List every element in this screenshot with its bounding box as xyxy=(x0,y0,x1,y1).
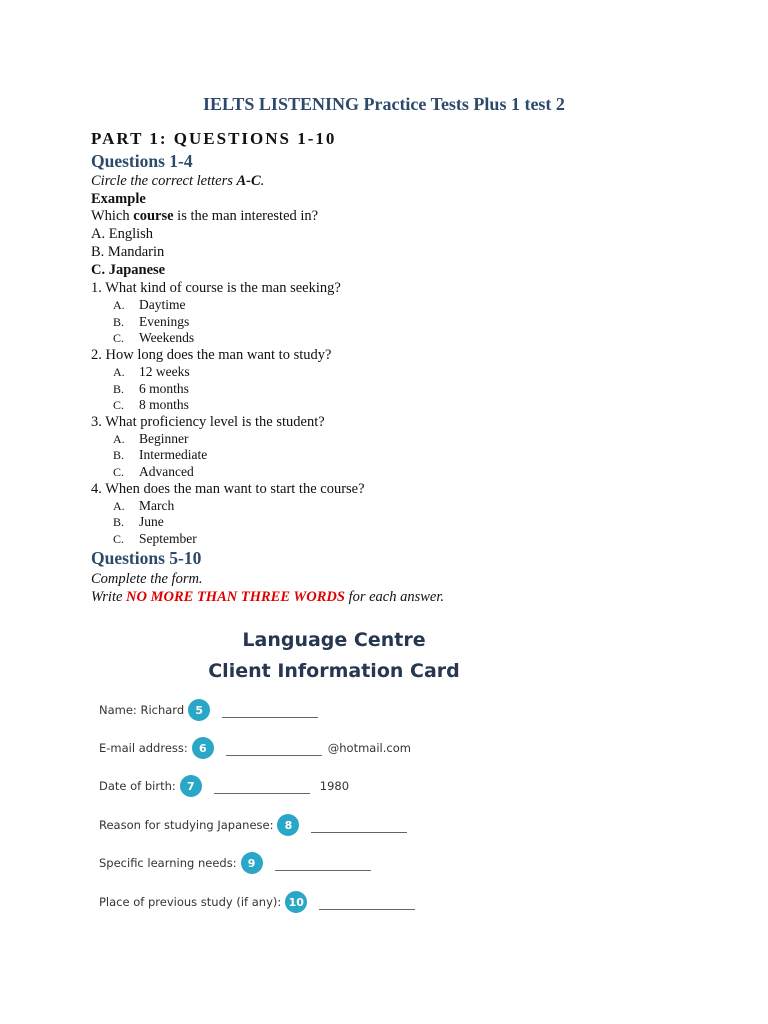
q1-option-b[interactable] xyxy=(113,314,189,330)
option-text: 6 months xyxy=(139,381,189,396)
form-field-previous-study xyxy=(99,890,415,914)
example-option-b: B. Mandarin xyxy=(91,244,165,260)
answer-blank-8[interactable] xyxy=(311,818,407,833)
part-heading: PART 1: QUESTIONS 1-10 xyxy=(91,129,337,148)
instruction-complete-form: Complete the form. xyxy=(91,571,203,587)
q2-option-c[interactable] xyxy=(113,397,189,413)
form-title-client-card: Client Information Card xyxy=(208,660,460,682)
option-text: September xyxy=(139,531,197,546)
answer-blank-9[interactable] xyxy=(275,856,371,871)
question-number-badge: 10 xyxy=(285,891,307,913)
q4-option-a[interactable] xyxy=(113,498,174,514)
answer-blank-6[interactable] xyxy=(226,741,322,756)
word-limit-warning: NO MORE THAN THREE WORDS xyxy=(126,589,345,605)
option-text: 8 months xyxy=(139,397,189,412)
option-letter: B. xyxy=(113,448,125,462)
question-number-badge: 9 xyxy=(241,852,263,874)
option-text: Evenings xyxy=(139,314,190,329)
form-field-dob xyxy=(99,774,349,798)
option-letter: B. xyxy=(113,515,125,529)
option-letter: C. xyxy=(113,398,125,412)
example-option-c: C. Japanese xyxy=(91,262,166,278)
q4-option-b[interactable] xyxy=(113,514,164,530)
question-2: 2. How long does the man want to study? xyxy=(91,347,332,363)
option-letter: A. xyxy=(113,499,125,513)
example-question-pre: Which xyxy=(91,208,134,224)
option-letter: A. xyxy=(113,298,125,312)
document-title: IELTS LISTENING Practice Tests Plus 1 test 2 xyxy=(203,94,565,114)
form-title-language-centre: Language Centre xyxy=(242,629,426,651)
field-label: Name: Richard xyxy=(99,703,185,717)
question-4: 4. When does the man want to start the course? xyxy=(91,481,365,497)
q3-option-a[interactable] xyxy=(113,431,189,447)
option-text: Beginner xyxy=(139,431,189,446)
option-text: Advanced xyxy=(139,464,194,479)
option-text: 12 weeks xyxy=(139,364,190,379)
email-domain: @hotmail.com xyxy=(327,741,411,755)
instruction-circle xyxy=(91,173,264,190)
example-question xyxy=(91,208,318,225)
instruction-each-answer: for each answer. xyxy=(344,589,445,605)
form-field-reason xyxy=(99,813,407,837)
answer-blank-10[interactable] xyxy=(319,895,415,910)
instruction-text: Circle the correct letters xyxy=(91,173,237,189)
option-text: Intermediate xyxy=(139,447,208,462)
option-text: June xyxy=(139,514,164,529)
instruction-period: . xyxy=(260,173,265,189)
form-field-email xyxy=(99,736,411,760)
option-letter: A. xyxy=(113,365,125,379)
field-label: Specific learning needs: xyxy=(99,856,237,870)
q4-option-c[interactable] xyxy=(113,531,197,547)
example-question-bold: course xyxy=(133,208,174,224)
field-label: Reason for studying Japanese: xyxy=(99,818,274,832)
questions-5-10-heading: Questions 5-10 xyxy=(91,548,202,568)
questions-1-4-heading: Questions 1-4 xyxy=(91,151,193,171)
form-field-learning-needs xyxy=(99,851,371,875)
option-text: Daytime xyxy=(139,297,186,312)
field-label: E-mail address: xyxy=(99,741,188,755)
answer-blank-5[interactable] xyxy=(222,703,318,718)
option-letter: B. xyxy=(113,315,125,329)
option-letter: B. xyxy=(113,382,125,396)
question-1: 1. What kind of course is the man seeking? xyxy=(91,280,341,296)
q1-option-a[interactable] xyxy=(113,297,186,313)
question-number-badge: 6 xyxy=(192,737,214,759)
option-text: March xyxy=(139,498,175,513)
birth-year: 1980 xyxy=(319,779,350,793)
example-label: Example xyxy=(91,191,146,207)
option-letter: A. xyxy=(113,432,125,446)
example-option-a: A. English xyxy=(91,226,154,242)
option-letter: C. xyxy=(113,331,125,345)
q3-option-b[interactable] xyxy=(113,447,207,463)
instruction-letters: A-C xyxy=(236,173,261,189)
question-number-badge: 8 xyxy=(277,814,299,836)
q2-option-a[interactable] xyxy=(113,364,190,380)
answer-blank-7[interactable] xyxy=(214,779,310,794)
q1-option-c[interactable] xyxy=(113,330,194,346)
option-letter: C. xyxy=(113,532,125,546)
question-number-badge: 7 xyxy=(180,775,202,797)
field-label: Place of previous study (if any): xyxy=(99,895,282,909)
question-number-badge: 5 xyxy=(188,699,210,721)
option-letter: C. xyxy=(113,465,125,479)
example-question-post: is the man interested in? xyxy=(173,208,319,224)
option-text: Weekends xyxy=(139,330,195,345)
question-3: 3. What proficiency level is the student? xyxy=(91,414,325,430)
instruction-write: Write xyxy=(91,589,127,605)
form-field-name xyxy=(99,698,318,722)
q3-option-c[interactable] xyxy=(113,464,194,480)
instruction-word-limit xyxy=(91,589,444,606)
q2-option-b[interactable] xyxy=(113,381,189,397)
field-label: Date of birth: xyxy=(99,779,176,793)
